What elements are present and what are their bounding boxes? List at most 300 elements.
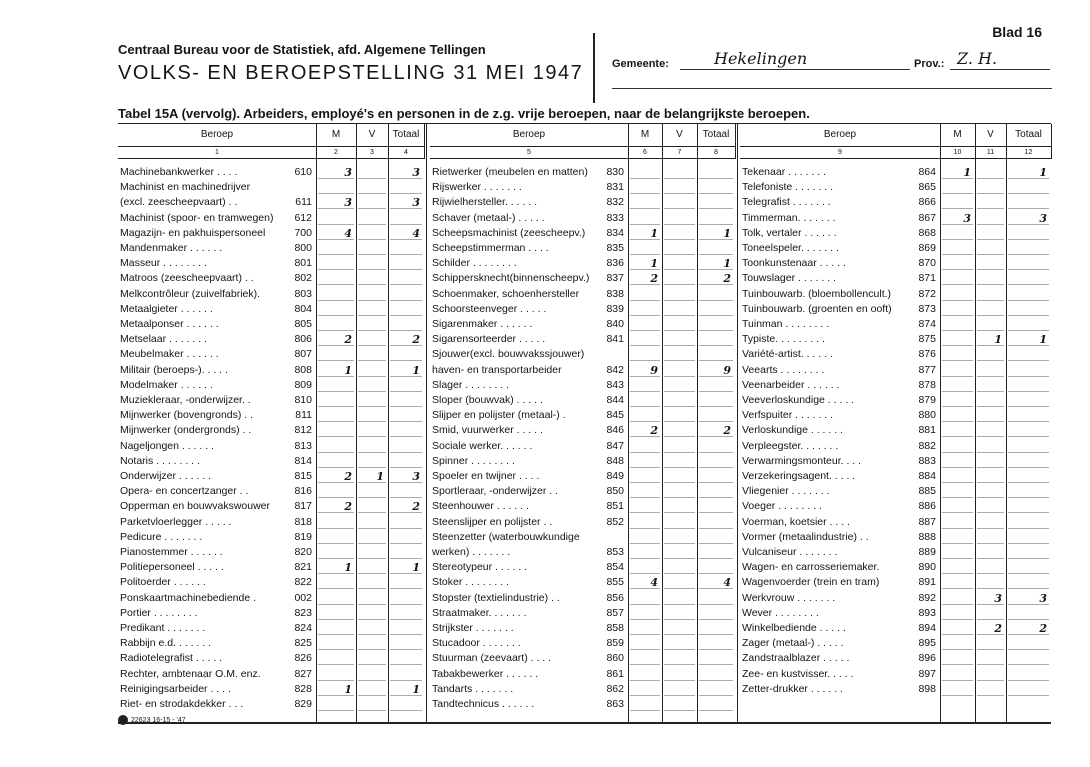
total-count[interactable]: 2 bbox=[1008, 622, 1049, 635]
male-count[interactable] bbox=[942, 242, 973, 255]
male-count[interactable] bbox=[942, 364, 973, 377]
total-count[interactable] bbox=[1008, 500, 1049, 513]
female-count[interactable] bbox=[977, 409, 1004, 422]
total-count[interactable] bbox=[699, 485, 733, 498]
female-count[interactable] bbox=[358, 288, 386, 301]
male-count[interactable] bbox=[942, 607, 973, 620]
total-count[interactable] bbox=[1008, 303, 1049, 316]
female-count[interactable] bbox=[664, 516, 695, 529]
total-count[interactable] bbox=[1008, 257, 1049, 270]
total-count[interactable] bbox=[390, 242, 422, 255]
total-count[interactable] bbox=[699, 561, 733, 574]
female-count[interactable] bbox=[664, 683, 695, 696]
male-count[interactable] bbox=[630, 242, 660, 255]
total-count[interactable] bbox=[1008, 394, 1049, 407]
female-count[interactable] bbox=[664, 212, 695, 225]
male-count[interactable] bbox=[630, 668, 660, 681]
female-count[interactable] bbox=[977, 212, 1004, 225]
male-count[interactable] bbox=[630, 592, 660, 605]
female-count[interactable] bbox=[358, 622, 386, 635]
male-count[interactable] bbox=[318, 272, 354, 285]
male-count[interactable] bbox=[318, 531, 354, 544]
female-count[interactable] bbox=[358, 485, 386, 498]
female-count[interactable] bbox=[664, 424, 695, 437]
total-count[interactable]: 3 bbox=[1008, 212, 1049, 225]
female-count[interactable] bbox=[664, 364, 695, 377]
total-count[interactable]: 1 bbox=[390, 683, 422, 696]
total-count[interactable]: 2 bbox=[390, 500, 422, 513]
total-count[interactable] bbox=[699, 455, 733, 468]
male-count[interactable] bbox=[630, 531, 660, 544]
total-count[interactable] bbox=[699, 394, 733, 407]
male-count[interactable]: 1 bbox=[630, 257, 660, 270]
female-count[interactable] bbox=[977, 318, 1004, 331]
female-count[interactable] bbox=[664, 500, 695, 513]
male-count[interactable] bbox=[942, 288, 973, 301]
total-count[interactable]: 1 bbox=[390, 364, 422, 377]
female-count[interactable] bbox=[977, 576, 1004, 589]
total-count[interactable] bbox=[390, 348, 422, 361]
total-count[interactable] bbox=[1008, 607, 1049, 620]
male-count[interactable] bbox=[630, 470, 660, 483]
male-count[interactable] bbox=[942, 196, 973, 209]
total-count[interactable] bbox=[390, 440, 422, 453]
total-count[interactable] bbox=[1008, 531, 1049, 544]
female-count[interactable] bbox=[664, 303, 695, 316]
female-count[interactable]: 3 bbox=[977, 592, 1004, 605]
total-count[interactable]: 1 bbox=[699, 227, 733, 240]
male-count[interactable] bbox=[318, 409, 354, 422]
male-count[interactable] bbox=[630, 333, 660, 346]
female-count[interactable] bbox=[977, 272, 1004, 285]
total-count[interactable] bbox=[699, 348, 733, 361]
total-count[interactable]: 1 bbox=[699, 257, 733, 270]
total-count[interactable] bbox=[1008, 576, 1049, 589]
total-count[interactable] bbox=[1008, 637, 1049, 650]
female-count[interactable] bbox=[358, 637, 386, 650]
total-count[interactable] bbox=[699, 683, 733, 696]
female-count[interactable] bbox=[358, 668, 386, 681]
total-count[interactable] bbox=[390, 455, 422, 468]
female-count[interactable] bbox=[977, 546, 1004, 559]
male-count[interactable]: 1 bbox=[318, 364, 354, 377]
male-count[interactable] bbox=[942, 318, 973, 331]
male-count[interactable] bbox=[942, 652, 973, 665]
male-count[interactable] bbox=[630, 379, 660, 392]
total-count[interactable] bbox=[699, 698, 733, 711]
female-count[interactable] bbox=[977, 607, 1004, 620]
total-count[interactable] bbox=[699, 196, 733, 209]
male-count[interactable] bbox=[318, 181, 354, 194]
male-count[interactable]: 4 bbox=[318, 227, 354, 240]
male-count[interactable] bbox=[318, 622, 354, 635]
male-count[interactable] bbox=[318, 698, 354, 711]
female-count[interactable] bbox=[977, 242, 1004, 255]
female-count[interactable] bbox=[664, 348, 695, 361]
total-count[interactable] bbox=[390, 698, 422, 711]
male-count[interactable] bbox=[942, 485, 973, 498]
female-count[interactable] bbox=[977, 394, 1004, 407]
total-count[interactable]: 9 bbox=[699, 364, 733, 377]
female-count[interactable] bbox=[664, 394, 695, 407]
total-count[interactable] bbox=[390, 652, 422, 665]
total-count[interactable] bbox=[390, 424, 422, 437]
male-count[interactable] bbox=[942, 622, 973, 635]
male-count[interactable]: 2 bbox=[318, 333, 354, 346]
male-count[interactable]: 2 bbox=[630, 424, 660, 437]
total-count[interactable] bbox=[390, 485, 422, 498]
female-count[interactable] bbox=[977, 668, 1004, 681]
male-count[interactable] bbox=[942, 440, 973, 453]
total-count[interactable] bbox=[390, 637, 422, 650]
female-count[interactable] bbox=[664, 272, 695, 285]
total-count[interactable] bbox=[390, 272, 422, 285]
female-count[interactable] bbox=[664, 379, 695, 392]
total-count[interactable] bbox=[699, 516, 733, 529]
male-count[interactable] bbox=[942, 592, 973, 605]
female-count[interactable] bbox=[664, 409, 695, 422]
female-count[interactable] bbox=[977, 181, 1004, 194]
male-count[interactable] bbox=[318, 485, 354, 498]
female-count[interactable] bbox=[358, 576, 386, 589]
total-count[interactable]: 4 bbox=[699, 576, 733, 589]
female-count[interactable] bbox=[977, 348, 1004, 361]
female-count[interactable] bbox=[358, 166, 386, 179]
female-count[interactable] bbox=[358, 394, 386, 407]
total-count[interactable] bbox=[699, 212, 733, 225]
total-count[interactable]: 2 bbox=[699, 272, 733, 285]
male-count[interactable] bbox=[942, 683, 973, 696]
female-count[interactable] bbox=[664, 668, 695, 681]
female-count[interactable] bbox=[358, 333, 386, 346]
male-count[interactable] bbox=[630, 698, 660, 711]
male-count[interactable] bbox=[318, 242, 354, 255]
male-count[interactable] bbox=[318, 592, 354, 605]
total-count[interactable] bbox=[390, 576, 422, 589]
female-count[interactable] bbox=[358, 440, 386, 453]
total-count[interactable] bbox=[390, 516, 422, 529]
male-count[interactable] bbox=[942, 561, 973, 574]
female-count[interactable]: 1 bbox=[358, 470, 386, 483]
total-count[interactable] bbox=[1008, 546, 1049, 559]
male-count[interactable] bbox=[942, 470, 973, 483]
total-count[interactable] bbox=[390, 531, 422, 544]
male-count[interactable] bbox=[942, 333, 973, 346]
total-count[interactable] bbox=[1008, 683, 1049, 696]
total-count[interactable]: 3 bbox=[390, 470, 422, 483]
male-count[interactable]: 2 bbox=[318, 470, 354, 483]
male-count[interactable] bbox=[942, 181, 973, 194]
female-count[interactable] bbox=[358, 272, 386, 285]
male-count[interactable] bbox=[630, 303, 660, 316]
female-count[interactable] bbox=[358, 683, 386, 696]
male-count[interactable] bbox=[942, 455, 973, 468]
total-count[interactable] bbox=[1008, 440, 1049, 453]
total-count[interactable]: 2 bbox=[390, 333, 422, 346]
female-count[interactable] bbox=[977, 257, 1004, 270]
female-count[interactable] bbox=[977, 424, 1004, 437]
total-count[interactable] bbox=[699, 470, 733, 483]
total-count[interactable] bbox=[699, 288, 733, 301]
female-count[interactable] bbox=[664, 622, 695, 635]
female-count[interactable] bbox=[664, 455, 695, 468]
male-count[interactable] bbox=[318, 424, 354, 437]
male-count[interactable] bbox=[630, 288, 660, 301]
male-count[interactable] bbox=[630, 348, 660, 361]
female-count[interactable] bbox=[664, 592, 695, 605]
total-count[interactable] bbox=[1008, 561, 1049, 574]
total-count[interactable] bbox=[390, 318, 422, 331]
total-count[interactable]: 3 bbox=[390, 196, 422, 209]
male-count[interactable] bbox=[630, 652, 660, 665]
male-count[interactable]: 1 bbox=[942, 166, 973, 179]
female-count[interactable] bbox=[358, 227, 386, 240]
female-count[interactable] bbox=[358, 424, 386, 437]
total-count[interactable] bbox=[1008, 485, 1049, 498]
male-count[interactable] bbox=[630, 440, 660, 453]
male-count[interactable] bbox=[630, 607, 660, 620]
male-count[interactable] bbox=[318, 212, 354, 225]
male-count[interactable]: 3 bbox=[318, 196, 354, 209]
male-count[interactable] bbox=[630, 622, 660, 635]
male-count[interactable] bbox=[318, 576, 354, 589]
female-count[interactable] bbox=[358, 561, 386, 574]
total-count[interactable] bbox=[1008, 455, 1049, 468]
total-count[interactable] bbox=[390, 622, 422, 635]
total-count[interactable] bbox=[699, 333, 733, 346]
total-count[interactable] bbox=[1008, 288, 1049, 301]
female-count[interactable] bbox=[664, 698, 695, 711]
male-count[interactable] bbox=[942, 272, 973, 285]
total-count[interactable] bbox=[699, 668, 733, 681]
total-count[interactable] bbox=[699, 409, 733, 422]
female-count[interactable] bbox=[664, 227, 695, 240]
total-count[interactable] bbox=[699, 242, 733, 255]
male-count[interactable] bbox=[318, 288, 354, 301]
female-count[interactable] bbox=[977, 470, 1004, 483]
total-count[interactable] bbox=[699, 637, 733, 650]
male-count[interactable] bbox=[318, 546, 354, 559]
total-count[interactable] bbox=[390, 546, 422, 559]
total-count[interactable] bbox=[699, 166, 733, 179]
female-count[interactable] bbox=[977, 683, 1004, 696]
total-count[interactable] bbox=[390, 212, 422, 225]
total-count[interactable] bbox=[1008, 470, 1049, 483]
female-count[interactable] bbox=[977, 516, 1004, 529]
total-count[interactable] bbox=[1008, 227, 1049, 240]
male-count[interactable] bbox=[318, 303, 354, 316]
total-count[interactable] bbox=[390, 394, 422, 407]
male-count[interactable] bbox=[630, 166, 660, 179]
female-count[interactable] bbox=[358, 500, 386, 513]
total-count[interactable] bbox=[390, 288, 422, 301]
total-count[interactable] bbox=[699, 622, 733, 635]
female-count[interactable] bbox=[977, 166, 1004, 179]
male-count[interactable] bbox=[630, 409, 660, 422]
female-count[interactable] bbox=[664, 196, 695, 209]
total-count[interactable] bbox=[1008, 409, 1049, 422]
male-count[interactable] bbox=[318, 637, 354, 650]
male-count[interactable] bbox=[630, 561, 660, 574]
male-count[interactable]: 2 bbox=[318, 500, 354, 513]
female-count[interactable] bbox=[664, 470, 695, 483]
male-count[interactable] bbox=[318, 455, 354, 468]
male-count[interactable]: 1 bbox=[630, 227, 660, 240]
female-count[interactable] bbox=[664, 181, 695, 194]
female-count[interactable] bbox=[358, 348, 386, 361]
female-count[interactable] bbox=[358, 516, 386, 529]
male-count[interactable] bbox=[630, 500, 660, 513]
total-count[interactable] bbox=[699, 546, 733, 559]
female-count[interactable] bbox=[664, 333, 695, 346]
female-count[interactable]: 1 bbox=[977, 333, 1004, 346]
male-count[interactable] bbox=[630, 683, 660, 696]
male-count[interactable] bbox=[318, 257, 354, 270]
female-count[interactable] bbox=[664, 166, 695, 179]
male-count[interactable] bbox=[318, 516, 354, 529]
male-count[interactable] bbox=[318, 379, 354, 392]
female-count[interactable] bbox=[977, 455, 1004, 468]
male-count[interactable] bbox=[942, 668, 973, 681]
total-count[interactable] bbox=[390, 592, 422, 605]
male-count[interactable] bbox=[942, 500, 973, 513]
male-count[interactable]: 2 bbox=[630, 272, 660, 285]
male-count[interactable] bbox=[630, 455, 660, 468]
male-count[interactable] bbox=[942, 227, 973, 240]
male-count[interactable] bbox=[318, 348, 354, 361]
male-count[interactable] bbox=[630, 318, 660, 331]
male-count[interactable] bbox=[942, 531, 973, 544]
total-count[interactable] bbox=[699, 607, 733, 620]
total-count[interactable] bbox=[390, 668, 422, 681]
female-count[interactable] bbox=[358, 318, 386, 331]
female-count[interactable] bbox=[664, 607, 695, 620]
female-count[interactable] bbox=[358, 652, 386, 665]
male-count[interactable] bbox=[630, 637, 660, 650]
female-count[interactable] bbox=[977, 379, 1004, 392]
female-count[interactable] bbox=[664, 637, 695, 650]
total-count[interactable] bbox=[699, 500, 733, 513]
female-count[interactable] bbox=[358, 257, 386, 270]
male-count[interactable]: 4 bbox=[630, 576, 660, 589]
female-count[interactable] bbox=[358, 698, 386, 711]
total-count[interactable] bbox=[1008, 516, 1049, 529]
male-count[interactable]: 3 bbox=[318, 166, 354, 179]
female-count[interactable] bbox=[977, 227, 1004, 240]
female-count[interactable] bbox=[664, 242, 695, 255]
total-count[interactable] bbox=[1008, 379, 1049, 392]
male-count[interactable] bbox=[318, 607, 354, 620]
female-count[interactable] bbox=[358, 379, 386, 392]
total-count[interactable] bbox=[1008, 272, 1049, 285]
female-count[interactable] bbox=[664, 288, 695, 301]
total-count[interactable] bbox=[390, 409, 422, 422]
total-count[interactable] bbox=[699, 531, 733, 544]
female-count[interactable] bbox=[358, 181, 386, 194]
total-count[interactable] bbox=[1008, 348, 1049, 361]
female-count[interactable] bbox=[977, 196, 1004, 209]
male-count[interactable] bbox=[630, 516, 660, 529]
total-count[interactable] bbox=[1008, 196, 1049, 209]
total-count[interactable] bbox=[699, 318, 733, 331]
total-count[interactable] bbox=[699, 592, 733, 605]
total-count[interactable] bbox=[390, 379, 422, 392]
female-count[interactable] bbox=[977, 531, 1004, 544]
total-count[interactable]: 1 bbox=[1008, 166, 1049, 179]
female-count[interactable] bbox=[664, 485, 695, 498]
male-count[interactable] bbox=[630, 394, 660, 407]
total-count[interactable] bbox=[390, 607, 422, 620]
total-count[interactable] bbox=[1008, 318, 1049, 331]
female-count[interactable] bbox=[358, 592, 386, 605]
total-count[interactable] bbox=[390, 303, 422, 316]
total-count[interactable]: 2 bbox=[699, 424, 733, 437]
male-count[interactable] bbox=[630, 546, 660, 559]
total-count[interactable] bbox=[1008, 364, 1049, 377]
total-count[interactable] bbox=[699, 379, 733, 392]
total-count[interactable]: 1 bbox=[390, 561, 422, 574]
female-count[interactable] bbox=[977, 637, 1004, 650]
female-count[interactable] bbox=[977, 652, 1004, 665]
female-count[interactable] bbox=[358, 212, 386, 225]
male-count[interactable]: 1 bbox=[318, 561, 354, 574]
total-count[interactable] bbox=[390, 257, 422, 270]
female-count[interactable] bbox=[977, 561, 1004, 574]
male-count[interactable] bbox=[942, 379, 973, 392]
male-count[interactable] bbox=[318, 394, 354, 407]
female-count[interactable] bbox=[664, 440, 695, 453]
female-count[interactable] bbox=[358, 546, 386, 559]
male-count[interactable] bbox=[942, 303, 973, 316]
male-count[interactable] bbox=[318, 652, 354, 665]
female-count[interactable] bbox=[977, 288, 1004, 301]
female-count[interactable] bbox=[977, 303, 1004, 316]
female-count[interactable] bbox=[977, 440, 1004, 453]
male-count[interactable] bbox=[942, 516, 973, 529]
female-count[interactable] bbox=[358, 409, 386, 422]
male-count[interactable] bbox=[942, 257, 973, 270]
total-count[interactable] bbox=[699, 181, 733, 194]
total-count[interactable] bbox=[1008, 652, 1049, 665]
female-count[interactable] bbox=[358, 455, 386, 468]
total-count[interactable]: 3 bbox=[1008, 592, 1049, 605]
female-count[interactable] bbox=[358, 364, 386, 377]
total-count[interactable]: 1 bbox=[1008, 333, 1049, 346]
total-count[interactable] bbox=[699, 652, 733, 665]
male-count[interactable] bbox=[630, 181, 660, 194]
female-count[interactable] bbox=[977, 485, 1004, 498]
female-count[interactable] bbox=[977, 364, 1004, 377]
total-count[interactable] bbox=[699, 440, 733, 453]
male-count[interactable]: 3 bbox=[942, 212, 973, 225]
male-count[interactable] bbox=[942, 424, 973, 437]
male-count[interactable] bbox=[942, 348, 973, 361]
total-count[interactable] bbox=[699, 303, 733, 316]
total-count[interactable]: 4 bbox=[390, 227, 422, 240]
male-count[interactable] bbox=[942, 409, 973, 422]
male-count[interactable] bbox=[942, 394, 973, 407]
female-count[interactable] bbox=[358, 531, 386, 544]
total-count[interactable] bbox=[390, 181, 422, 194]
female-count[interactable] bbox=[358, 196, 386, 209]
female-count[interactable] bbox=[664, 257, 695, 270]
male-count[interactable] bbox=[318, 440, 354, 453]
male-count[interactable] bbox=[630, 212, 660, 225]
male-count[interactable] bbox=[942, 637, 973, 650]
female-count[interactable] bbox=[664, 546, 695, 559]
male-count[interactable]: 9 bbox=[630, 364, 660, 377]
male-count[interactable] bbox=[318, 318, 354, 331]
